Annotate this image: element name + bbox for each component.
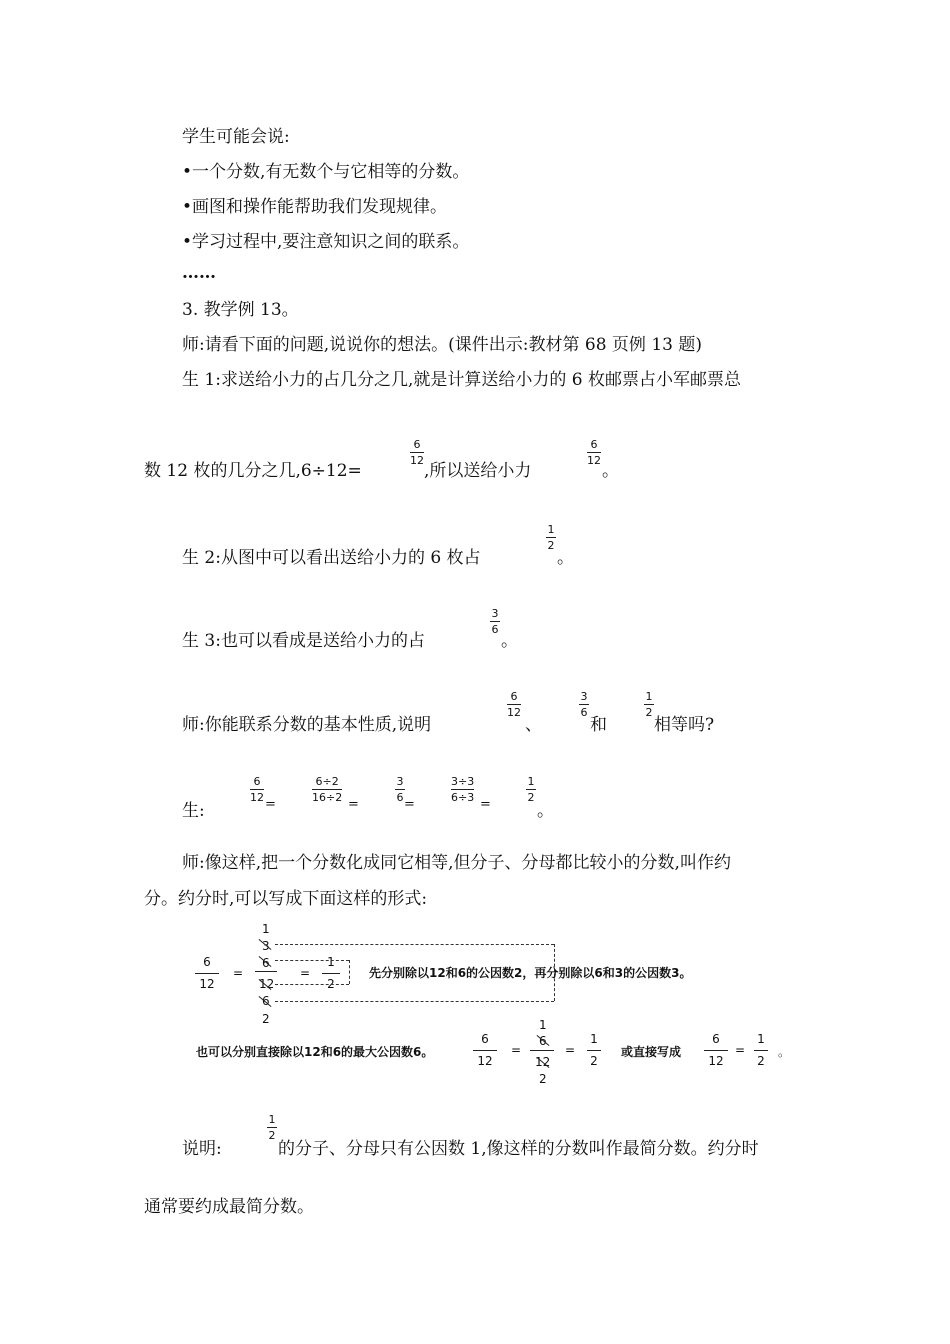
equals-sign: = — [735, 1043, 746, 1057]
student3-text: 生 3:也可以看成是送给小力的占 — [182, 631, 425, 651]
stack-num: 1 — [262, 922, 270, 936]
teacher-definition-line2: 分。约分时,可以写成下面这样的形式: — [144, 889, 428, 909]
fraction-six-twelfths: 6 12 — [587, 438, 601, 467]
teacher-question: 师:请看下面的问题,说说你的想法。(课件出示:教材第 68 页例 13 题) — [182, 335, 703, 355]
fraction-half: 1 2 — [547, 523, 555, 552]
dashed-line — [349, 960, 350, 984]
question-tail: 相等吗? — [654, 715, 715, 735]
fraction-half: 1 2 — [645, 690, 653, 719]
example-heading: 3. 教学例 13。 — [182, 300, 299, 320]
period: 。 — [557, 548, 574, 568]
fraction-three-sixths: 3 6 — [491, 607, 499, 636]
fraction-bar — [255, 971, 277, 972]
dashed-line — [275, 944, 554, 945]
period: 。 — [602, 461, 619, 481]
teacher-question-2: 师:你能联系分数的基本性质,说明 — [182, 715, 432, 735]
equals-sign: = — [404, 797, 415, 812]
ellipsis: …… — [182, 263, 216, 283]
fraction-three-sixths: 3 6 — [580, 690, 588, 719]
figure-fraction: 1 2 — [322, 955, 340, 992]
figure-fraction: 6 12 — [704, 1032, 728, 1069]
figure-fraction: 1 2 — [587, 1032, 601, 1069]
student1-line2: 数 12 枚的几分之几,6÷12= — [144, 461, 362, 481]
figure-fraction: 6 12 — [473, 1032, 497, 1069]
student-label: 生: — [182, 801, 205, 821]
figure-fraction: 1 2 — [754, 1032, 768, 1069]
explain-line1: 的分子、分母只有公因数 1,像这样的分数叫作最简分数。约分时 — [278, 1139, 759, 1159]
student1-line1: 生 1:求送给小力的占几分之几,就是计算送给小力的 6 枚邮票占小军邮票总 — [182, 370, 741, 390]
stack-den: 6 — [262, 994, 270, 1008]
dashed-line — [275, 1001, 554, 1002]
figure-note: 先分别除以12和6的公因数2，再分别除以6和3的公因数3。 — [369, 966, 692, 980]
equals-sign: = — [300, 966, 311, 980]
intro-text: 学生可能会说: — [182, 127, 290, 147]
equals-sign: = — [565, 1043, 576, 1057]
and-text: 和 — [590, 715, 607, 735]
dashed-line — [275, 960, 349, 961]
stack-num: 6 — [539, 1034, 547, 1048]
period: 。 — [501, 631, 518, 651]
fraction-six-twelfths: 6 12 — [507, 690, 521, 719]
period: 。 — [778, 1045, 791, 1059]
chain-fraction: 6 12 — [250, 775, 264, 804]
chain-fraction: 3 6 — [396, 775, 404, 804]
figure-fraction: 6 12 — [195, 955, 219, 992]
teacher-definition-line1: 师:像这样,把一个分数化成同它相等,但分子、分母都比较小的分数,叫作约 — [182, 853, 731, 873]
figure-note: 也可以分别直接除以12和6的最大公因数6。 — [196, 1045, 434, 1059]
bullet-item: •画图和操作能帮助我们发现规律。 — [182, 197, 448, 217]
period: 。 — [537, 801, 554, 821]
fraction-half: 1 2 — [268, 1113, 276, 1142]
stack-num: 1 — [539, 1018, 547, 1032]
student1-line2-cont: ,所以送给小力 — [424, 461, 532, 481]
dashed-line — [275, 984, 349, 985]
equals-sign: = — [265, 797, 276, 812]
explain-line2: 通常要约成最简分数。 — [144, 1197, 314, 1217]
explain-label: 说明: — [182, 1139, 222, 1159]
chain-fraction: 6÷2 16÷2 — [312, 775, 343, 804]
figure-note: 或直接写成 — [621, 1045, 682, 1059]
stack-num: 6 — [262, 956, 270, 970]
bullet-item: •学习过程中,要注意知识之间的联系。 — [182, 232, 470, 252]
stack-num: 3 — [262, 939, 270, 953]
equals-sign: = — [348, 797, 359, 812]
equals-sign: = — [480, 797, 491, 812]
student2-text: 生 2:从图中可以看出送给小力的 6 枚占 — [182, 548, 481, 568]
fraction-bar — [530, 1050, 554, 1051]
equals-sign: = — [511, 1043, 522, 1057]
stack-den: 2 — [262, 1012, 270, 1026]
stack-den: 12 — [535, 1055, 551, 1069]
separator: 、 — [525, 715, 542, 735]
chain-fraction: 3÷3 6÷3 — [451, 775, 475, 804]
chain-fraction: 1 2 — [527, 775, 535, 804]
fraction-six-twelfths: 6 12 — [410, 438, 424, 467]
equals-sign: = — [233, 966, 244, 980]
stack-den: 2 — [539, 1072, 547, 1086]
stack-den: 12 — [259, 977, 275, 991]
bullet-item: •一个分数,有无数个与它相等的分数。 — [182, 162, 470, 182]
